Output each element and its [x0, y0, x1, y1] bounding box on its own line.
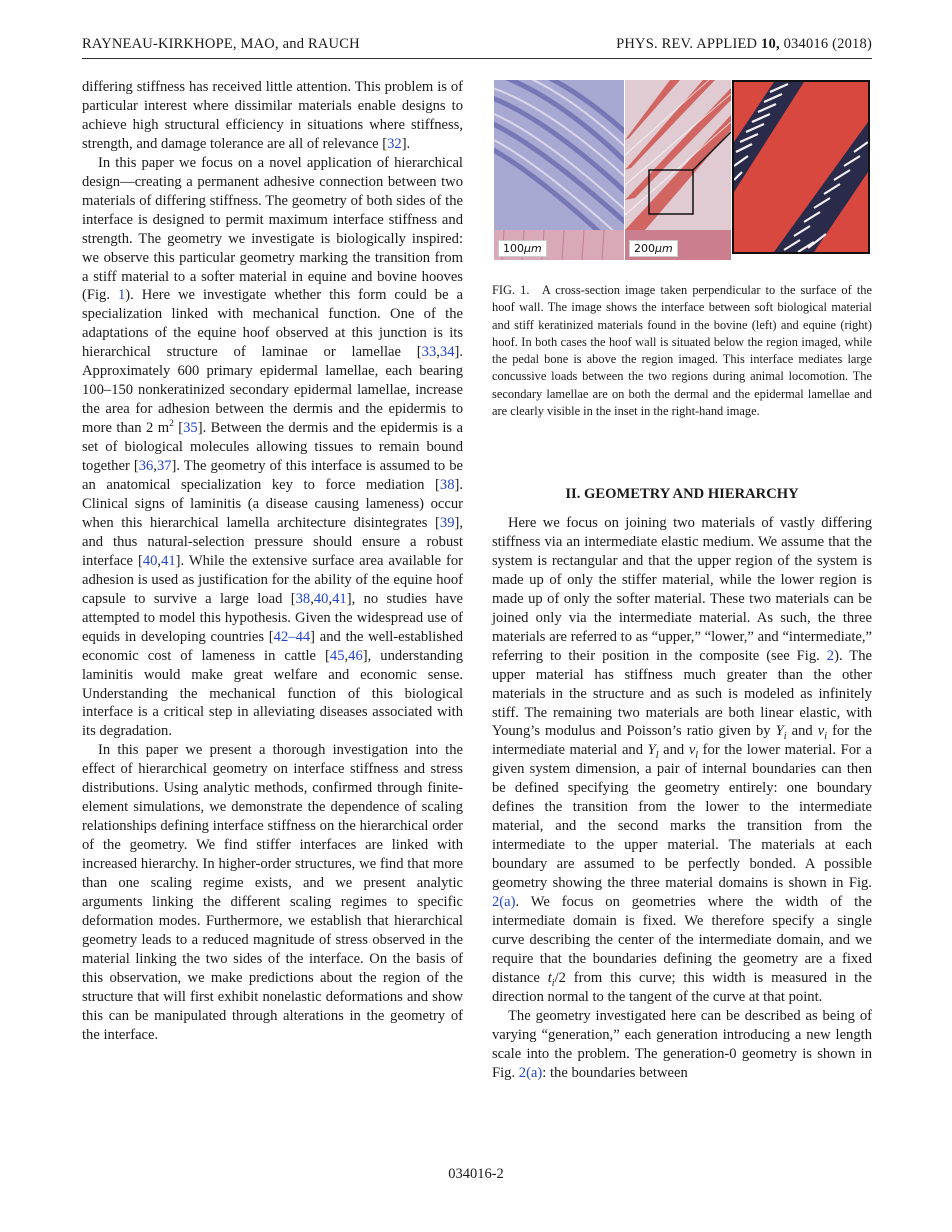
citation-link[interactable]: 42–44	[273, 628, 311, 645]
equine-inset	[732, 80, 870, 254]
figure-ref-link[interactable]: 2(a)	[492, 894, 516, 911]
citation-link[interactable]: 46	[348, 647, 363, 664]
figure-1-caption: FIG. 1. A cross-section image taken perpendicular to the surface of the hoof wall. The image shows the interface between soft biological material and stiff keratinized materials found in the bovine (left) and equine (right) hoof. In both cases the hoof wall is situated below the region imaged, while the pedal bone is above the region imaged. This interface mediates large concussive loads between the two regions during animal locomotion. The secondary lamellae are on both the dermal and the epidermal lamellae and are clearly visible in the inset in the right-hand image.	[492, 283, 872, 419]
bovine-lamellae-drawing	[494, 80, 624, 260]
citation-link[interactable]: 41	[161, 552, 176, 569]
section-heading: II. GEOMETRY AND HIERARCHY	[565, 486, 799, 502]
citation-link[interactable]: 40	[313, 590, 329, 607]
right-paragraph-1: Here we focus on joining two materials of vastly differing stiffness via an intermediate elastic medium. We assume that the system is rectangular and that the upper region of the system is made up of only the stiffer material, while the lower region is made up of only the softer material. These two materials can be joined only via the intermediate material. As such, the three materials are referred to as “upper,” “lower,” and “intermediate,” referring to their position in the composite (see Fig. 2). The upper material has stiffness much greater than the other materials in the structure and as such is modeled as infinitely stiff. The remaining two materials are both linear elastic, with Young’s modulus and Poisson’s ratio given by $Y_i$ and $\nu_i$ for the intermediate material and $Y_l$ and $\nu_l$ for the lower material. For a given system dimension, a pair of internal boundaries can then be defined specifying the geometry entirely: one boundary defines the transition from the lower to the intermediate material, and the second marks the transition from the intermediate to the upper material. The materials at each boundary are assumed to be perfectly bonded. A possible geometry showing the three material domains is shown in Fig. 2(a). We focus on geometries where the width of the intermediate domain is fixed. We therefore specify a single curve describing the center of the intermediate domain, and we require that the boundaries defining the geometry are a fixed distance $t_i/2$ from this curve; this width is measured in the direction normal to the tangent of the curve at that point.	[492, 515, 873, 1005]
citation-link[interactable]: 35	[183, 420, 198, 437]
left-paragraph-2: In this paper we focus on a novel application of hierarchical design—creating a permanent adhesive connection between two materials of differing stiffness. The geometry of both sides of the interface is designed to permit maximum interface stiffness and strength. The geometry we investigate is biologically inspired: we observe this particular geometry marking the transition from a stiff material to a softer material in equine and bovine hooves (Fig. 1). Here we investigate whether this form could be a specialization linked with mechanical function. One of the adaptations of the equine hoof observed at this junction is its hierarchical structure of laminae or lamellae [33,34]. Approximately 600 primary epidermal lamellae, each bearing 100–150 nonkeratinized secondary epidermal lamellae, increase the area for adhesion between the dermis and the epidermis to more than 2 $m^2$ [35]. Between the dermis and the epidermis is a set of biological molecules allowing tissues to remain bound together [36,37]. The geometry of this interface is assumed to be an anatomical specialization key to force mediation [38]. Clinical signs of laminitis (a disease causing lameness) occur when this hierarchical lamella architecture disintegrates [39], and thus natural-selection pressure should ensure a robust interface [40,41]. While the extensive surface area available for adhesion is used as justification for the ability of the equine hoof capsule to survive a large load [38,40,41], no studies have attempted to model this hypothesis. Given the widespread use of equids in developing countries [42–44] and the well-established economic cost of lameness in cattle [45,46], understanding laminitis would make great welfare and economic sense. Understanding the mechanical function of this biological interface is a critical step in alleviating diseases associated with its degradation.	[82, 154, 464, 740]
inset-lamellae-drawing	[734, 82, 868, 252]
header-rule	[82, 58, 872, 59]
figure-ref-link[interactable]: 2(a)	[518, 1064, 543, 1081]
citation-link[interactable]: 38	[439, 477, 455, 494]
math-variable: $Y_i$	[775, 723, 787, 743]
citation-link[interactable]: 40	[142, 552, 158, 569]
citation-link[interactable]: 33	[421, 344, 437, 361]
scale-bar-left: 100μm	[498, 240, 547, 257]
bovine-micrograph	[494, 80, 624, 260]
equine-lamellae-drawing	[625, 80, 731, 260]
right-column	[492, 514, 872, 1083]
right-paragraph-2: The geometry investigated here can be described as being of varying “generation,” each generation introducing a new length scale into the problem. The generation-0 geometry is shown in Fig. 2(a): the boundaries between	[492, 1007, 872, 1081]
left-paragraph-3: In this paper we present a thorough investigation into the effect of hierarchical geometry on interface stiffness and stress distributions. Using analytic methods, confirmed through finite-element simulations, we demonstrate the dependence of scaling relationships defining interface stiffness on the hierarchical order of the geometry. We find stiffer interfaces are linked with increased hierarchy. In higher-order structures, we find that more than one scaling regime exists, and we present analytic arguments linking the different scaling regimes to specific deformation modes. Furthermore, we establish that hierarchical geometry leads to a reduced magnitude of stress observed in the material linking the two sides of the interface. On the basis of this observation, we make predictions about the region of the structure that will first exhibit nonelastic deformations and show this can be manipulated through alterations in the geometry of the interface.	[82, 742, 463, 1043]
page-number: 034016-2	[448, 1166, 504, 1182]
math-variable: $Y_l$	[647, 742, 659, 762]
figure-ref-link[interactable]: 1	[117, 287, 126, 304]
citation-link[interactable]: 34	[439, 344, 455, 361]
superscript: 2	[169, 419, 174, 430]
math-variable: $t_i$	[547, 969, 555, 989]
citation-link[interactable]: 41	[332, 590, 347, 607]
math-variable: $\nu_i$	[817, 723, 828, 743]
citation-link[interactable]: 38	[295, 590, 311, 607]
figure-ref-link[interactable]: 2	[826, 647, 835, 664]
header-authors: RAYNEAU-KIRKHOPE, MAO, and RAUCH	[82, 36, 360, 52]
citation-link[interactable]: 37	[156, 458, 172, 475]
header-journal: PHYS. REV. APPLIED 10, 034016 (2018)	[616, 36, 872, 52]
citation-link[interactable]: 36	[138, 458, 154, 475]
scale-bar-right: 200μm	[629, 240, 678, 257]
left-paragraph-1: differing stiffness has received little attention. This problem is of particular interest where dissimilar materials enable designs to achieve high structural efficiency in situations where stiffness, strength, and damage tolerance are all of relevance [32].	[82, 79, 463, 152]
citation-link[interactable]: 39	[439, 514, 455, 531]
equine-micrograph	[625, 80, 731, 260]
figure-1	[494, 80, 870, 260]
running-header	[82, 36, 872, 58]
citation-link[interactable]: 32	[387, 135, 402, 152]
left-column	[82, 78, 463, 1045]
math-variable: $\nu_l$	[688, 742, 699, 762]
header-volume: 10,	[761, 36, 780, 52]
citation-link[interactable]: 45	[329, 647, 345, 664]
